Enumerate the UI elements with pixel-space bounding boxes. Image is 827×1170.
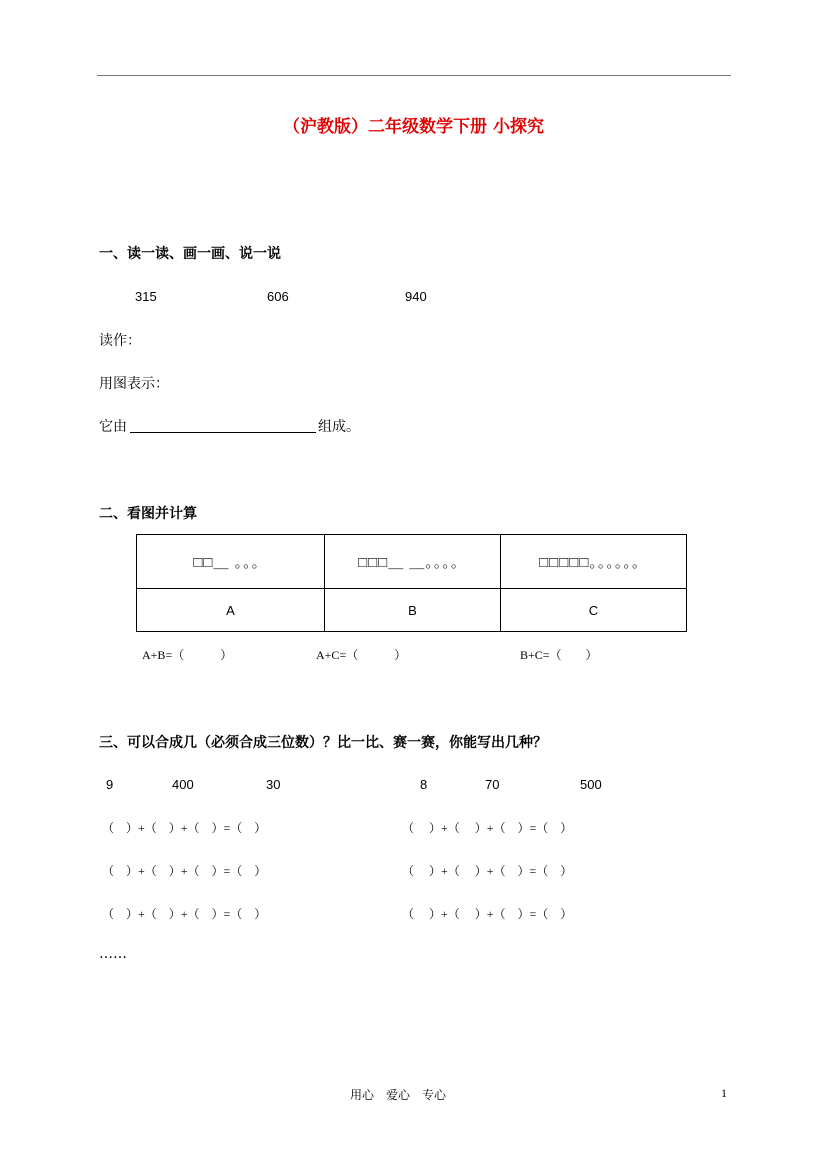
section3-heading: 三、可以合成几（必须合成三位数）？比一比、赛一赛，你能写出几种？ <box>99 735 547 751</box>
right-number: 8 <box>420 777 428 792</box>
picture-cell-b: □□□＿ ＿。。。。 <box>325 535 501 589</box>
right-formula: （ ）+（ ）+（ ）=（ ） <box>402 907 573 921</box>
left-number: 30 <box>266 777 281 792</box>
expression-a-plus-c: A+C=（ ） <box>316 648 407 662</box>
expression-b-plus-c: B+C=（ ） <box>520 648 598 662</box>
compose-prefix: 它由 <box>99 419 127 435</box>
section1-number: 315 <box>135 289 157 304</box>
draw-label: 用图表示： <box>99 376 169 392</box>
footer-motto: 用心 爱心 专心 <box>350 1088 447 1102</box>
header-rule <box>97 75 731 76</box>
page-number: 1 <box>721 1086 727 1100</box>
answer-blank[interactable] <box>130 432 316 433</box>
read-label: 读作： <box>99 333 141 349</box>
left-number: 9 <box>106 777 114 792</box>
label-cell-a: A <box>137 589 325 632</box>
ellipsis: …… <box>99 946 127 962</box>
label-cell-c: C <box>501 589 687 632</box>
picture-cell-c: □□□□□。。。。。。 <box>501 535 687 589</box>
section1-number: 606 <box>267 289 289 304</box>
section1-number: 940 <box>405 289 427 304</box>
picture-table <box>136 534 687 632</box>
left-formula: （ ）+（ ）+（ ）=（ ） <box>102 821 267 835</box>
left-number: 400 <box>172 777 194 792</box>
picture-cell-a: □□＿ 。。。 <box>137 535 325 589</box>
expression-a-plus-b: A+B=（ ） <box>142 648 233 662</box>
section2-heading: 二、看图并计算 <box>99 506 197 522</box>
page-title: （沪教版）二年级数学下册 小探究 <box>283 117 544 137</box>
compose-suffix: 组成。 <box>318 419 360 435</box>
right-formula: （ ）+（ ）+（ ）=（ ） <box>402 864 573 878</box>
left-formula: （ ）+（ ）+（ ）=（ ） <box>102 907 267 921</box>
right-number: 500 <box>580 777 602 792</box>
right-formula: （ ）+（ ）+（ ）=（ ） <box>402 821 573 835</box>
left-formula: （ ）+（ ）+（ ）=（ ） <box>102 864 267 878</box>
section1-heading: 一、读一读、画一画、说一说 <box>99 246 281 262</box>
right-number: 70 <box>485 777 500 792</box>
label-cell-b: B <box>325 589 501 632</box>
